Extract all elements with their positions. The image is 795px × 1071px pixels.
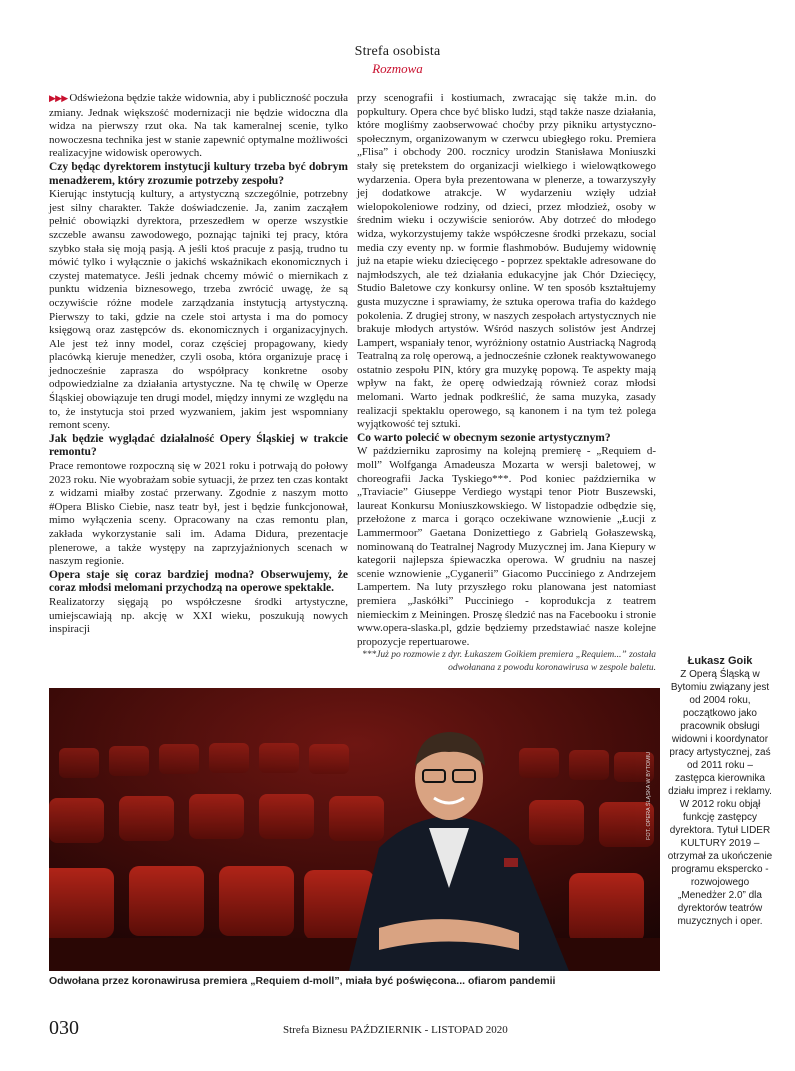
paragraph: Prace remontowe rozpoczną się w 2021 roku i potrwają do połowy 2023 roku. Nie wyobrażam sobie sytuacji, że przez ten czas kontakt z widzami miałby zostać przerwany. Zgodnie z naszym motto #Opera Blisko Ciebie, nasz teatr był, jest i będzie funkcjonował, mimo wyłączenia sceny. Opracowany na czas remontu plan, zakłada wykorzystanie sali im. Adama Didura, prezentacje plenerowe, a także występy na zaprzyjaźnionych scenach w naszym regionie.: [49, 460, 348, 568]
paragraph: W październiku zaprosimy na kolejną premierę - „Requiem d-moll” Wolfganga Amadeusza Mozarta w wersji baletowej, w choreografii Jacka Tyskiego***. Pod koniec października w „Traviacie” Giuseppe Verdiego wystąpi tenor Piotr Buszewski, laureat Konkursu Moniuszkowskiego. W listopadzie odbędzie się, przełożone z marca i gorąco oczekiwane wznowienie „Łucji z Lammermoor” Gaetana Donizettiego z Gabrielą Gołaszewską, nominowaną do Teatralnej Nagrody Muzycznej im. Jana Kiepury w kategorii najlepsza śpiewaczka operowa. W grudniu na naszej scenie wznowienie „Cyganerii” Giacomo Pucciniego z Andrzejem Lampertem. Na luty przyszłego roku planowana jest natomiast premiera „Jaskółki” Pucciniego - koprodukcja z teatrem niemieckim z Meiningen. Proszę śledzić nas na Facebooku i stronie www.opera-slaska.pl, gdzie będziemy przedstawiać nasze kolejne propozycje repertuarowe.: [357, 445, 656, 648]
interview-question: Opera staje się coraz bardziej modna? Obserwujemy, że coraz młodsi melomani przychodzą na operowe spektakle.: [49, 568, 348, 595]
paragraph: Kierując instytucją kultury, a artystyczną szczególnie, potrzebny jest silny charakter. Także doświadczenie. Ja, zanim zacząłem pełnić obowiązki dyrektora, przeszedłem w operze wszystkie szczeble awansu zawodowego, poznając tajniki tej pracy, która szybko stała się moją pasją. A jeśli ktoś pracuje z pasją, trudno tu mówić tylko i wyłącznie o jakichś wskaźnikach ekonomicznych i czystej matematyce. Jeśli jednak chcemy mówić o miernikach z punktu widzenia biznesowego, trzeba zwrócić uwagę, że są oczywiście różne modele zarządzania instytucją artystyczną. Pierwszy to taki, gdzie na czele stoi artysta i ma do pomocy księgową oraz zastępców ds. ekonomicznych i organizacyjnych. Ale jest też inny model, coraz częściej propagowany, kiedy placówką kieruje menedżer, czyli osoba, która organizuje pracę i jednocześnie zaprasza do współpracy konkretne osoby odpowiedzialne za działania artystyczne. Na tę chwilę w Operze Śląskiej obowiązuje ten drugi model, między innymi ze względu na to, że instytucja stoi przed wyzwaniem, jakim jest wspomniany remont sceny.: [49, 188, 348, 432]
paragraph: Realizatorzy sięgają po współczesne środki artystyczne, umiejscawiają np. akcję w XXI wieku, poszukują nowych inspiracji: [49, 595, 348, 636]
interview-question: Czy będąc dyrektorem instytucji kultury trzeba być dobrym menadżerem, który zrozumie potrzeby zespołu?: [49, 160, 348, 187]
interview-question: Co warto polecić w obecnym sezonie artystycznym?: [357, 431, 611, 444]
page-number: 030: [49, 1017, 79, 1039]
paragraph: przy scenografii i kostiumach, zwracając się także m.in. do popkultury. Opera chce być blisko ludzi, stąd także nasze działania, które mogliśmy zaobserwować choćby przy pikniku artystyczno-społecznym, organizowanym w czerwcu ubiegłego roku. Premiera „Flisa” i obchody 200. rocznicy urodzin Stanisława Moniuszki stały się pretekstem do organizacji wielkiego i wielowątkowego wydarzenia. Opera była prezentowana w plenerze, a towarzyszyły jej dodatkowe atrakcje. W wydarzeniu wzięły udział wielopokoleniowe rodziny, od dzieci, przez młodzież, osoby w średnim wieku i oczywiście seniorów. Aby dotrzeć do młodego widza, wykorzystujemy także współczesne środki przekazu, social media czy eventy np. w formie flashmobów. Budujemy widownię już na etapie wieku dziecięcego - poprzez spektakle adresowane do najmłodszych, ale też działania edukacyjne jak Chór Dziecięcy, Studio Baletowe czy konkursy online. W ten sposób kształtujemy gusta muzyczne i sprawiamy, że sztuka operowa trafia do każdego pokolenia. Z drugiej strony, w naszych zespołach artystycznych nie brakuje młodych artystów. Wśród naszych solistów jest Andrzej Lampert, wspaniały tenor, wyróżniony ostatnio Austriacką Nagrodą Teatralną za rolę operową, a jednocześnie członek reaktywowanego ostatnio zespołu PIN, który gra muzykę popową. Te aspekty mają wpływ na fakt, że operę odwiedzają również coraz młodsi melomani. Warto jednak podkreślić, że sama muzyka, zasady realizacji spektaklu operowego, są kanonem i na tym też polega wyjątkowość tej sztuki.: [357, 92, 656, 431]
bio-text: Z Operą Śląską w Bytomiu związany jest od 2004 roku, początkowo jako pracownik obsługi widowni i koordynator pracy artystycznej, zaś od 2011 roku – zastępca kierownika działu imprez i reklamy. W 2012 roku objął funkcję zastępcy dyrektora. Tytuł LIDER KULTURY 2019 – otrzymał za ukończenie programu ekspercko - rozwojowego „Menedżer 2.0” dla dyrektorów teatrów muzycznych i oper.: [667, 669, 773, 927]
footnote: ***Już po rozmowie z dyr. Łukaszem Goikiem premiera „Requiem...” została odwołanana z powodu koronawirusa w zespole baletu.: [361, 650, 656, 673]
paragraph: [49, 92, 348, 161]
interview-question: Jak będzie wyglądać działalność Opery Śląskiej w trakcie remontu?: [49, 432, 348, 459]
paragraph-text: Odświeżona będzie także widownia, aby i publiczność poczuła zmiany. Jednak większość modernizacji nie będzie widoczna dla widza na pierwszy rzut oka. Na tak kameralnej scenie, tylko nowoczesna technika jest w stanie zapewnić optymalne możliwości realizacyjne widowisk operowych.: [49, 92, 349, 160]
subsection-title: Rozmowa: [372, 61, 423, 76]
photo-credit: FOT. OPERA ŚLĄSKA W BYTOMIU: [646, 751, 652, 840]
magazine-issue: Strefa Biznesu PAŹDZIERNIK - LISTOPAD 2020: [283, 1024, 508, 1036]
bio-sidebar: [666, 655, 774, 928]
article-column-1: [49, 92, 348, 637]
page-header: [0, 44, 795, 77]
portrait-image: [49, 688, 660, 971]
bio-name: Łukasz Goik: [687, 655, 753, 667]
continuation-arrows-icon: ▶▶▶: [49, 94, 68, 104]
article-column-2: [357, 92, 656, 674]
photo-caption: Odwołana przez koronawirusa premiera „Requiem d-moll”, miała być poświęcona... ofiarom pandemii: [49, 975, 556, 987]
theatre-photo: [49, 688, 660, 971]
section-title: Strefa osobista: [354, 44, 441, 59]
